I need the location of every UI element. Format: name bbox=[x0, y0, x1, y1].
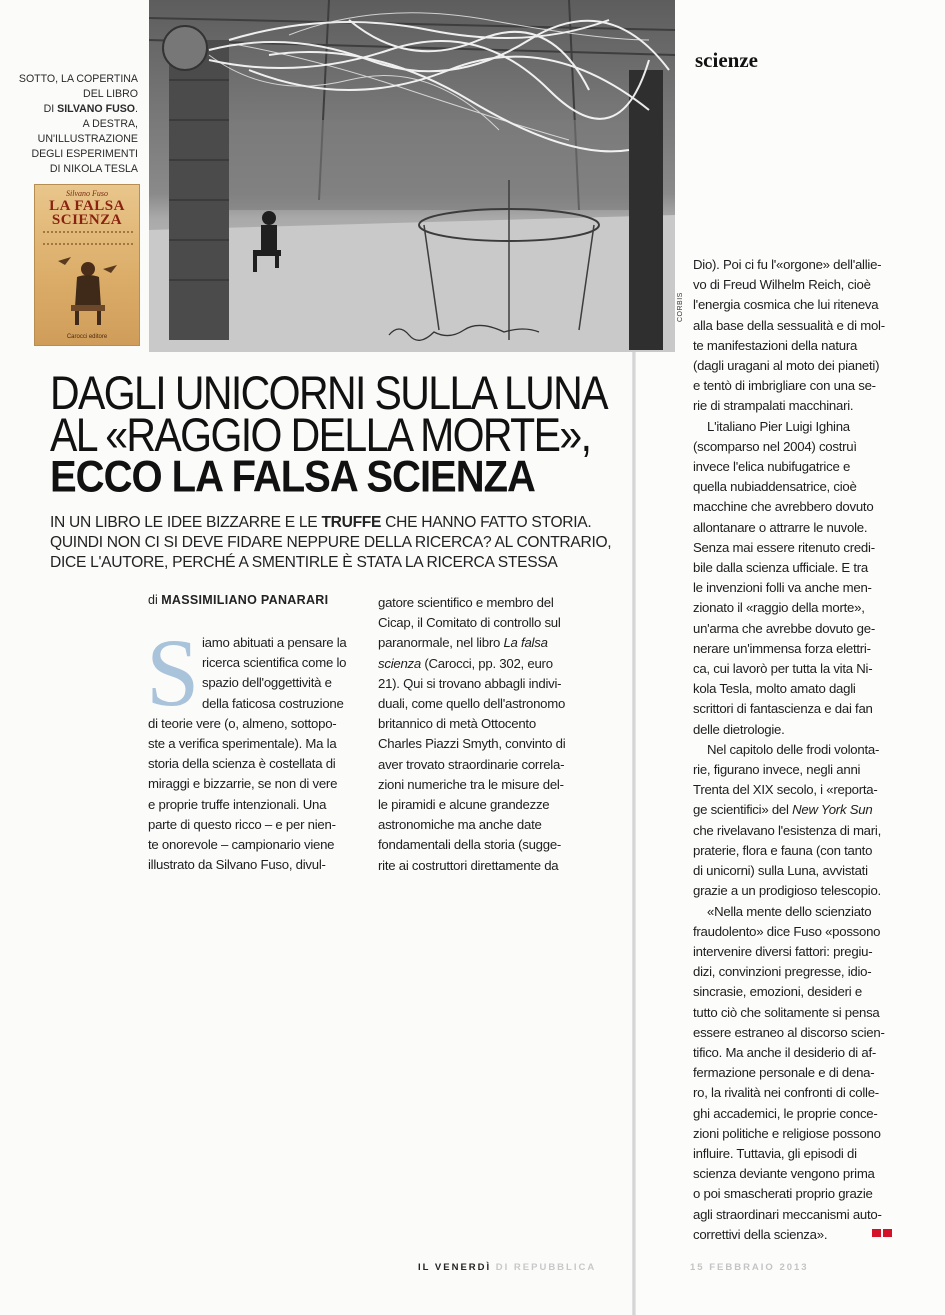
text-line: della faticosa costruzione bbox=[202, 695, 344, 711]
text-line: aver trovato straordinarie correla- bbox=[378, 756, 565, 772]
text-line: Cicap, il Comitato di controllo sul bbox=[378, 615, 561, 631]
text-line: (dagli uragani al moto dei pianeti) bbox=[693, 358, 880, 374]
text-line: Dio). Poi ci fu l'«orgone» dell'allie- bbox=[693, 257, 882, 272]
text-line: fermazione personale e di dena- bbox=[693, 1065, 875, 1081]
caption-line: DI NIKOLA TESLA bbox=[49, 163, 138, 175]
text-line: zionato il «raggio della morte», bbox=[693, 600, 865, 616]
caption-line: DI SILVANO FUSO. bbox=[43, 103, 138, 115]
text-line: praterie, flora e fauna (con tanto bbox=[693, 842, 873, 858]
deck-line: DICE L'AUTORE, PERCHÉ A SMENTIRLE È STATA LA RICERCA STESSA bbox=[50, 554, 558, 571]
text-line: ro, la rivalità nei confronti di colle- bbox=[693, 1085, 879, 1101]
text-line: sincrasie, emozioni, desideri e bbox=[693, 984, 862, 1000]
text-line: influire. Tuttavia, gli episodi di bbox=[693, 1145, 857, 1161]
cover-title: LA FALSA SCIENZA bbox=[49, 198, 125, 228]
text-line: fraudolento» dice Fuso «possono bbox=[693, 923, 881, 939]
text-line: bile dalla scienza ufficiale. E tra bbox=[693, 560, 868, 576]
text-line: scienza (Carocci, pp. 302, euro bbox=[378, 655, 553, 671]
text-line: «Nella mente dello scienziato bbox=[707, 903, 872, 919]
text-line: rie, figurano invece, negli anni bbox=[693, 762, 861, 778]
text-line: scienza deviante vengono prima bbox=[693, 1166, 875, 1182]
text-line: zioni politiche e religiose possono bbox=[693, 1125, 881, 1141]
text-line: ca, cui lavorò per tutta la vita Ni- bbox=[693, 661, 873, 677]
text-line: un'arma che avrebbe dovuto ge- bbox=[693, 620, 875, 636]
text-line: nerare un'immensa forza elettri- bbox=[693, 640, 871, 656]
text-line: invece l'elica nubifugatrice e bbox=[693, 459, 851, 475]
text-line: miraggi e bizzarrie, se non di vere bbox=[148, 776, 338, 792]
body-column-2 bbox=[378, 593, 565, 876]
text-line: alla base della sessualità e di mol- bbox=[693, 317, 885, 333]
text-line: Trenta del XIX secolo, i «reporta- bbox=[693, 782, 878, 798]
deck-line: IN UN LIBRO LE IDEE BIZZARRE E LE TRUFFE CHE HANNO FATTO STORIA. bbox=[50, 514, 592, 531]
headline-line: AL «RAGGIO DELLA MORTE», bbox=[50, 408, 591, 462]
text-line: storia della scienza è costellata di bbox=[148, 756, 336, 772]
text-line: spazio dell'oggettività e bbox=[202, 675, 332, 691]
photo-credit: CORBIS bbox=[677, 292, 684, 322]
headline-line: DAGLI UNICORNI SULLA LUNA bbox=[50, 366, 607, 420]
caption-line: UN'ILLUSTRAZIONE bbox=[37, 133, 138, 145]
text-line: e proprie truffe intenzionali. Una bbox=[148, 796, 327, 812]
text-line: Nel capitolo delle frodi volonta- bbox=[707, 741, 880, 757]
text-line: le invenzioni folli va anche men- bbox=[693, 580, 872, 596]
text-line: quella nubiaddensatrice, cioè bbox=[693, 479, 857, 495]
text-line: iamo abituati a pensare la bbox=[202, 635, 347, 650]
text-line: fondamentali della storia (sugge- bbox=[378, 837, 562, 853]
text-line: allontanare o attrarre le nuvole. bbox=[693, 519, 868, 535]
text-line: tutto ciò che solitamente si pensa bbox=[693, 1004, 880, 1020]
text-line: tifico. Ma anche il desiderio di af- bbox=[693, 1044, 877, 1060]
text-line: l'energia cosmica che lui riteneva bbox=[693, 297, 879, 313]
text-line: che rivelavano l'esistenza di mari, bbox=[693, 822, 882, 838]
text-line: ricerca scientifica come lo bbox=[202, 655, 347, 671]
text-line: (scomparso nel 2004) costruì bbox=[693, 438, 857, 454]
text-line: Senza mai essere ritenuto credi- bbox=[693, 539, 875, 555]
caption-line: A DESTRA, bbox=[82, 118, 138, 130]
caption-line: SOTTO, LA COPERTINA bbox=[18, 73, 138, 85]
text-line: rite ai costruttori direttamente da bbox=[378, 857, 559, 873]
text-line: britannico di metà Ottocento bbox=[378, 716, 536, 732]
text-line: e tentò di imbrigliare con una se- bbox=[693, 378, 876, 394]
text-line: 21). Qui si trovano abbagli indivi- bbox=[378, 675, 562, 691]
body-column-3 bbox=[693, 255, 885, 1245]
text-line: kola Tesla, molto amato dagli bbox=[693, 681, 856, 697]
cover-author: Silvano Fuso bbox=[66, 189, 108, 198]
text-line: te manifestazioni della natura bbox=[693, 337, 858, 353]
text-line: essere estraneo al discorso scien- bbox=[693, 1024, 885, 1040]
text-line: correttivi della scienza». bbox=[693, 1226, 828, 1242]
headline-line-bold: ECCO LA FALSA SCIENZA bbox=[50, 452, 535, 502]
article-deck bbox=[50, 513, 625, 573]
text-line: intervenire diversi fattori: pregiu- bbox=[693, 943, 873, 959]
article-headline bbox=[50, 366, 630, 502]
text-line: grazie a un prodigioso telescopio. bbox=[693, 883, 881, 899]
text-line: scrittori di fantascienza e dai fan bbox=[693, 701, 873, 717]
end-of-article-mark bbox=[872, 1224, 894, 1232]
text-line: te onorevole – campionario viene bbox=[148, 837, 335, 853]
text-line: L'italiano Pier Luigi Ighina bbox=[707, 418, 850, 434]
text-line: macchine che avrebbero dovuto bbox=[693, 499, 874, 515]
text-line: zioni numeriche tra le misure del- bbox=[378, 776, 564, 792]
cover-figure-illustration bbox=[53, 249, 123, 329]
text-line: dizi, convinzioni pregresse, idio- bbox=[693, 964, 872, 980]
text-line: ghi accademici, le proprie conce- bbox=[693, 1105, 878, 1121]
text-line: astronomiche ma anche date bbox=[378, 817, 542, 833]
text-line: le piramidi e alcune grandezze bbox=[378, 797, 550, 813]
text-line: paranormale, nel libro La falsa bbox=[378, 635, 548, 651]
text-line: gatore scientifico e membro del bbox=[378, 595, 554, 610]
text-line: rie di strampalati macchinari. bbox=[693, 398, 854, 414]
tesla-photo-illustration bbox=[149, 0, 675, 352]
caption-line: DEGLI ESPERIMENTI bbox=[31, 148, 138, 160]
text-line: delle dietrologie. bbox=[693, 721, 785, 737]
footer-date: 15 FEBBRAIO 2013 bbox=[690, 1262, 809, 1273]
section-label: scienze bbox=[695, 48, 758, 72]
body-column-1 bbox=[148, 633, 347, 875]
text-line: di unicorni) sulla Luna, avvistati bbox=[693, 863, 868, 879]
text-line: di teorie vere (o, almeno, sottopo- bbox=[148, 715, 337, 731]
deck-line: QUINDI NON CI SI DEVE FIDARE NEPPURE DELLA RICERCA? AL CONTRARIO, bbox=[50, 534, 612, 551]
text-line: Charles Piazzi Smyth, convinto di bbox=[378, 736, 566, 752]
book-cover-image bbox=[34, 184, 140, 346]
photo-caption bbox=[8, 72, 138, 177]
byline: di MASSIMILIANO PANARARI bbox=[148, 593, 329, 607]
text-line: parte di questo ricco – e per nien- bbox=[148, 816, 336, 832]
text-line: o poi smascherati proprio grazie bbox=[693, 1186, 873, 1202]
tesla-experiment-photo bbox=[149, 0, 675, 352]
text-line: agli straordinari meccanismi auto- bbox=[693, 1206, 882, 1222]
text-line: vo di Freud Wilhelm Reich, cioè bbox=[693, 277, 871, 293]
text-line: ge scientifici» del New York Sun bbox=[693, 802, 873, 818]
cover-publisher: Carocci editore bbox=[66, 334, 108, 340]
drop-cap: S bbox=[146, 619, 200, 726]
cover-subtitle-lines bbox=[43, 231, 133, 245]
footer-brand: IL VENERDÌ DI REPUBBLICA bbox=[418, 1262, 597, 1273]
text-line: duali, come quello dell'astronomo bbox=[378, 696, 566, 712]
text-line: ste a verifica sperimentale). Ma la bbox=[148, 736, 337, 752]
caption-line: DEL LIBRO bbox=[83, 88, 138, 100]
text-line: illustrato da Silvano Fuso, divul- bbox=[148, 857, 326, 873]
